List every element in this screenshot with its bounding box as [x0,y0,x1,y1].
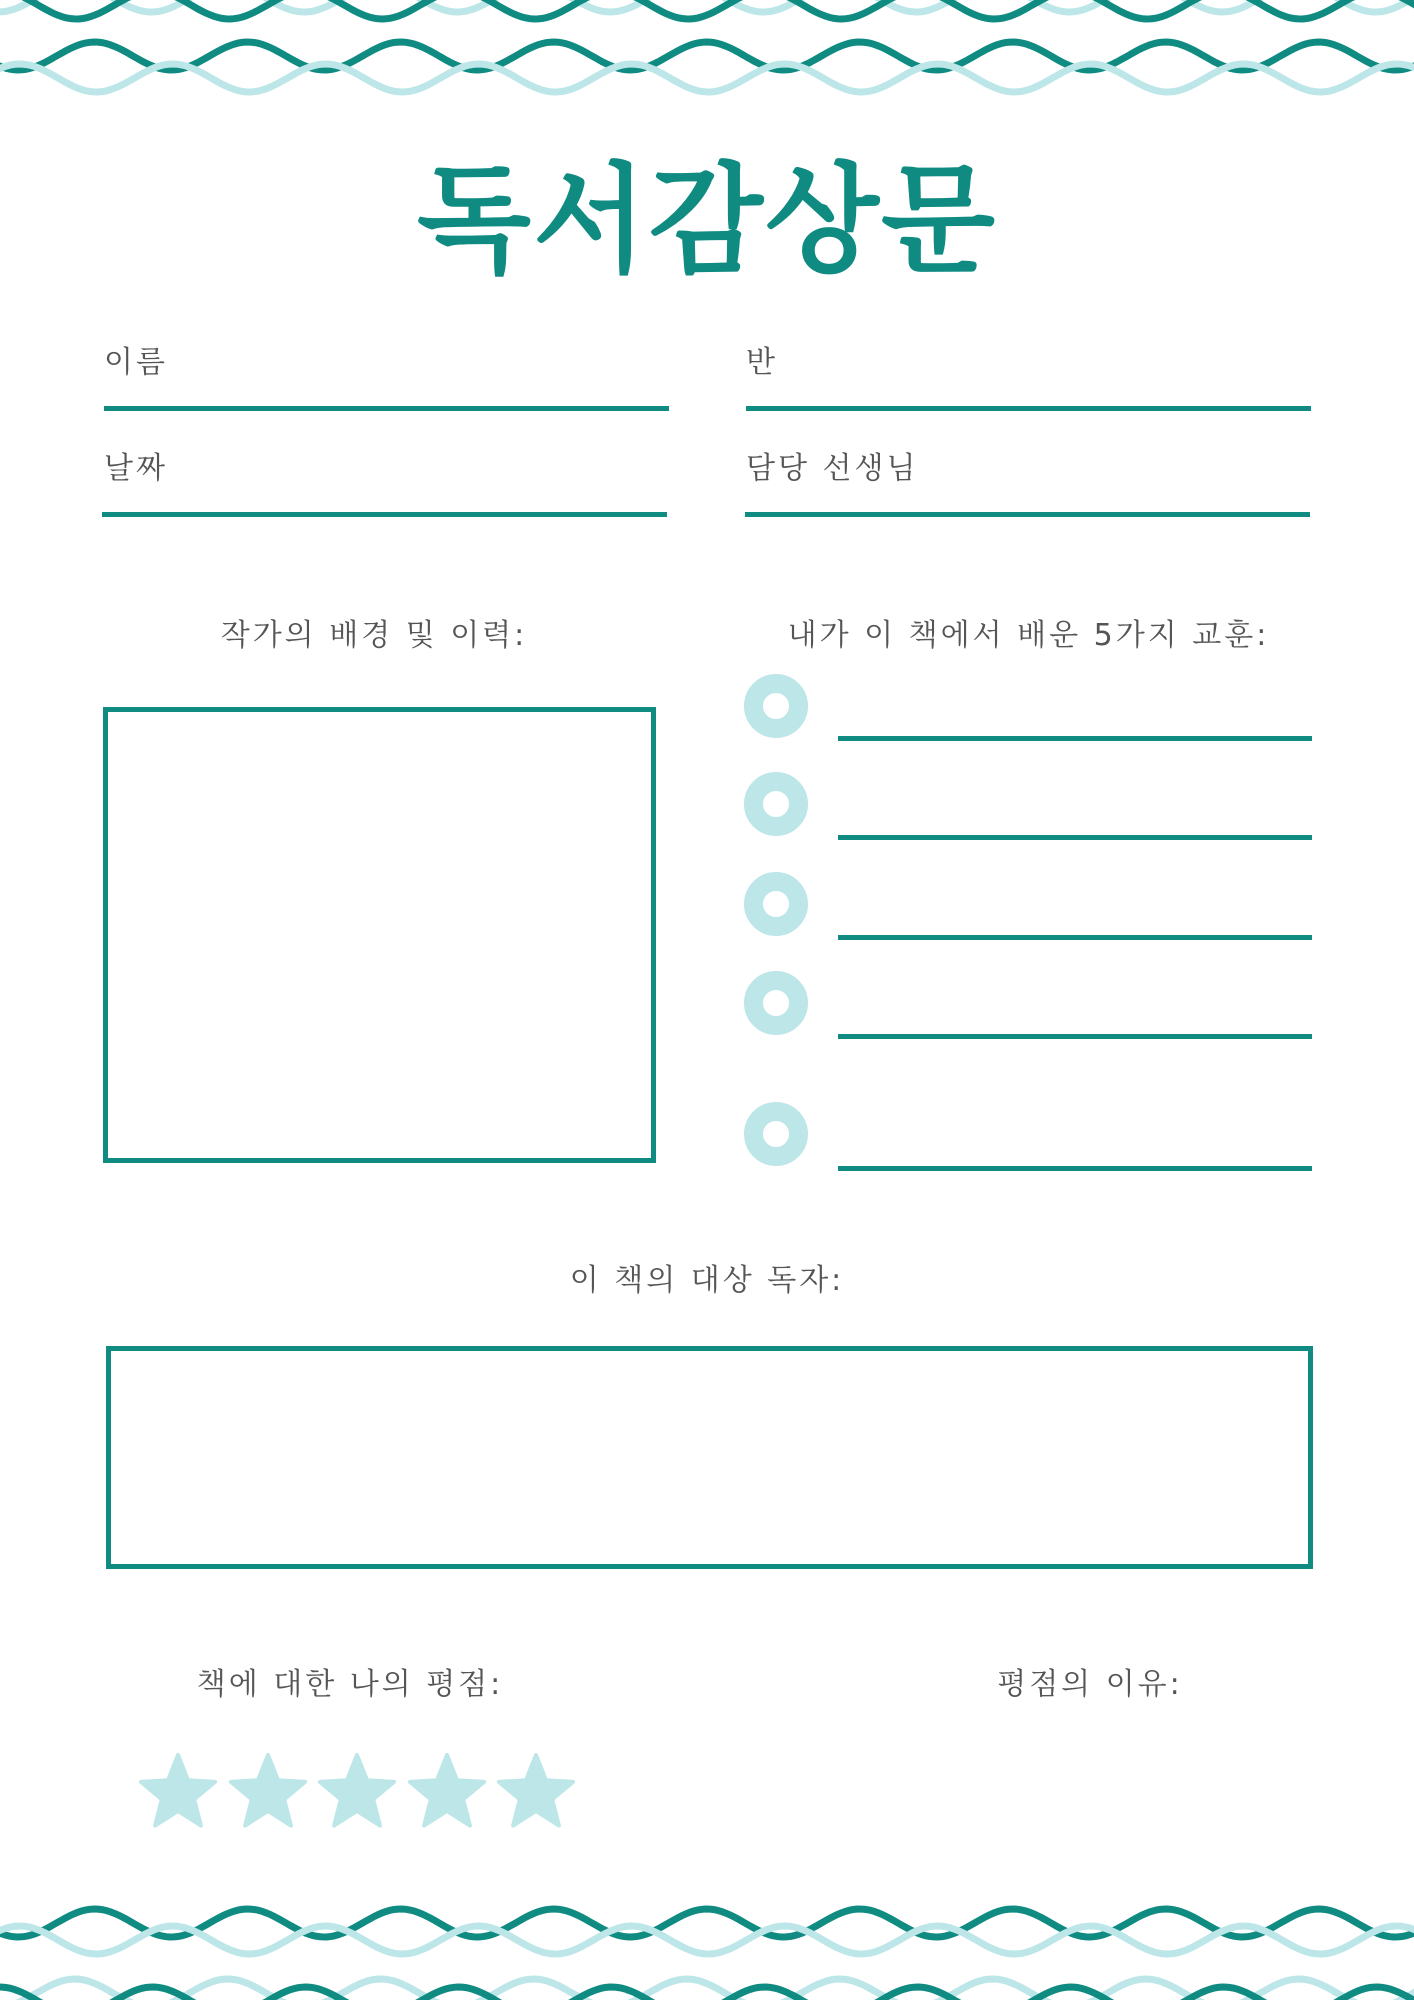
ring-bullet-icon [744,872,808,936]
lesson-4-field[interactable] [838,1034,1312,1039]
wave-line [0,64,1414,92]
class-field[interactable] [746,406,1311,411]
bottom-wave-decoration [0,1885,1414,2000]
wave-line [0,1909,1414,1937]
star-icon[interactable] [138,1753,218,1829]
target-readers-label: 이 책의 대상 독자: [569,1263,845,1298]
author-background-label: 작가의 배경 및 이력: [220,618,528,653]
lesson-1-field[interactable] [838,736,1312,741]
ring-bullet-icon [744,674,808,738]
date-label: 날짜 [104,451,168,486]
ring-bullet-icon [744,772,808,836]
star-icon[interactable] [407,1753,487,1829]
class-label: 반 [746,345,778,380]
star-icon[interactable] [496,1753,576,1829]
wave-line [0,1926,1414,1954]
lesson-5-field[interactable] [838,1166,1312,1171]
teacher-field[interactable] [745,512,1310,517]
five-lessons-label: 내가 이 책에서 배운 5가지 교훈: [787,618,1270,653]
name-label: 이름 [104,345,168,380]
lesson-3-field[interactable] [838,935,1312,940]
page-title: 독서감상문 [417,151,997,289]
star-icon[interactable] [317,1753,397,1829]
target-readers-box[interactable] [106,1346,1313,1569]
date-field[interactable] [102,512,667,517]
teacher-label: 담당 선생님 [746,451,919,486]
wave-line [0,1987,1414,2000]
wave-line [0,0,1414,12]
wave-line [0,42,1414,70]
author-background-box[interactable] [103,707,656,1163]
top-wave-decoration [0,0,1414,110]
ring-bullet-icon [744,1102,808,1166]
lesson-2-field[interactable] [838,835,1312,840]
ring-bullet-icon [744,971,808,1035]
star-icon[interactable] [228,1753,308,1829]
rating-reason-label: 평점의 이유: [997,1667,1183,1702]
name-field[interactable] [104,406,669,411]
my-rating-label: 책에 대한 나의 평점: [196,1667,504,1702]
